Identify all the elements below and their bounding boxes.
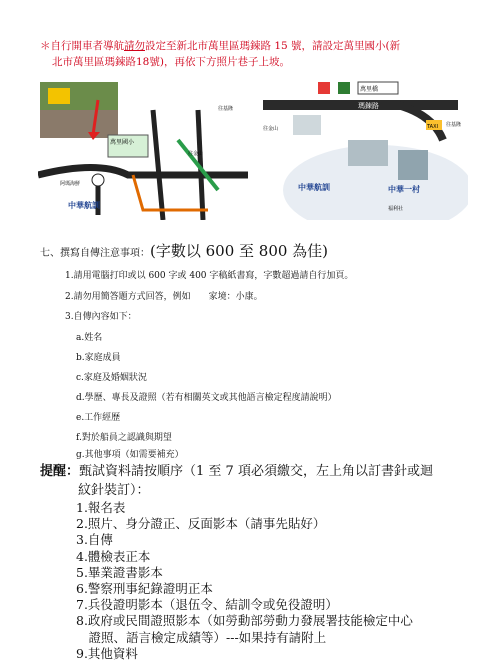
section-7-heading — [40, 240, 328, 261]
notice-text-1: 自行開車者導航 — [50, 40, 124, 52]
content-item-f: f.對於船員之認識與期望 — [76, 433, 172, 443]
taxi-label: TAXI — [427, 124, 438, 130]
document-item-8: 8.政府或民間證照影本（如勞動部勞動力發展署技能檢定中心 — [76, 613, 413, 629]
section-7-item-1: 1.請用電腦打印或以 600 字或 400 字稿紙書寫，字數超過請自行加頁。 — [65, 271, 354, 281]
content-item-e: e.工作經歷 — [76, 413, 121, 423]
notice-underlined: 請勿 — [124, 40, 145, 52]
reminder-block — [40, 462, 470, 500]
reminder-text-1: 甄試資料請按順序（1 至 7 項必須繳交，左上角以訂書針或迴 — [79, 464, 433, 479]
document-item-7: 7.兵役證明影本（退伍令、結訓令或免役證明） — [76, 597, 338, 613]
document-item-5: 5.畢業證書影本 — [76, 564, 163, 580]
left-map — [38, 80, 248, 220]
right-map-market: 福利社 — [388, 206, 404, 212]
right-map-jinshan: 往金山 — [263, 126, 279, 132]
document-item-4: 4.體檢表正本 — [76, 548, 151, 564]
section-7-word-limit: (字數以 600 至 800 為佳) — [150, 242, 329, 260]
document-item-3: 3.自傳 — [76, 532, 113, 548]
notice-text-2: 設定至新北市萬里區瑪鋉路 15 號，請設定萬里國小(新 — [145, 40, 401, 52]
right-map-road: 瑪鋉路 — [358, 102, 379, 110]
content-item-c: c.家庭及婚姻狀況 — [76, 373, 147, 383]
reminder-text-2: 紋針裝訂）： — [78, 483, 150, 498]
driving-notice — [40, 38, 470, 70]
reminder-label: 提醒： — [40, 464, 80, 479]
right-map-zh: 中華航訓 — [298, 183, 330, 192]
document-item-9: 9.其他資料 — [76, 645, 138, 661]
right-map — [258, 80, 468, 220]
content-item-b: b.家庭成員 — [76, 353, 121, 363]
document-item-2: 2.照片、身分證正、反面影本（請事先貼好） — [76, 516, 326, 532]
content-item-g: g.其他事項（如需要補充） — [76, 450, 184, 460]
left-map-ama-label: 阿瑪海鮮 — [60, 181, 81, 187]
right-map-cpc: 中華一村 — [388, 185, 420, 194]
content-item-a: a.姓名 — [76, 333, 103, 343]
left-map-jinshan: 往金山 — [188, 151, 204, 157]
right-map-bridge: 萬里橋 — [360, 86, 379, 93]
section-7-item-3: 3.自傳內容如下： — [65, 312, 137, 322]
left-map-wanli-school: 萬里國小 — [110, 139, 135, 146]
content-item-d: d.學歷、專長及證照（若有相關英文或其他語言檢定程度請說明） — [76, 393, 337, 403]
section-7-title: 七、撰寫自傳注意事項： — [40, 248, 150, 259]
left-map-zh-label: 中華航訓 — [68, 201, 100, 210]
notice-line-2: 北市萬里區瑪鋉路18號)，再依下方照片巷子上坡。 — [52, 56, 290, 68]
map-area — [38, 80, 468, 220]
section-7-item-2: 2.請勿用簡答題方式回答，例如 家境：小康。 — [65, 292, 263, 302]
document-item-1: 1.報名表 — [76, 500, 126, 515]
star-mark: ＊ — [40, 40, 51, 52]
document-item-8-cont: 證照、語言檢定成績等）---如果持有請附上 — [76, 629, 327, 645]
left-map-keelung: 往基隆 — [218, 106, 234, 112]
right-map-keelung: 往基隆 — [446, 122, 462, 128]
document-item-6: 6.警察刑事紀錄證明正本 — [76, 581, 213, 596]
